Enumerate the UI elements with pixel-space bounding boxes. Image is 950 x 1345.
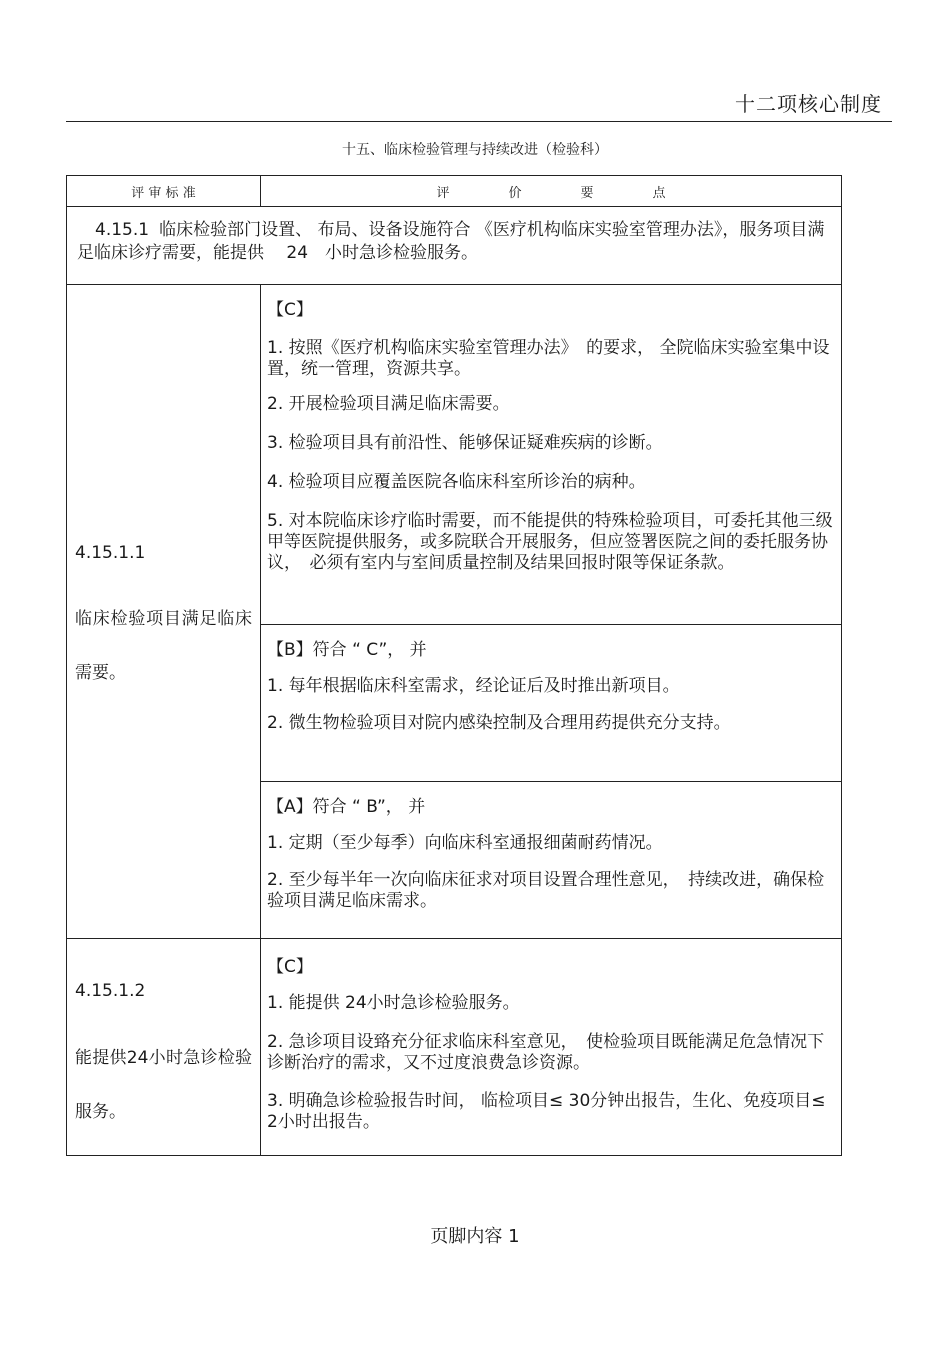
grade-label: 【C】 [267, 957, 313, 977]
list-item: 4. 检验项目应覆盖医院各临床科室所诊治的病种。 [267, 472, 646, 492]
column-header-char: 要 [580, 185, 594, 201]
standard-item-title: 能提供24小时急诊检验服务。 [75, 1048, 252, 1122]
column-header-standard: 评 审 标 准 [67, 176, 261, 206]
table-row [67, 939, 841, 1155]
list-item: 5. 对本院临床诊疗临时需要，而不能提供的特殊检验项目，可委托其他三级甲等医院提供服务，或多院联合开展服务，但应签署医院之间的委托服务协议， 必须有室内与室间质量控制及结果回报时限等保证条款。 [267, 511, 833, 573]
grade-c-block [261, 285, 841, 625]
standard-item-title: 临床检验项目满足临床需要。 [75, 609, 252, 683]
standard-cell [67, 939, 261, 1155]
column-header-char: 价 [508, 185, 522, 201]
evaluation-table [66, 175, 842, 1156]
document-header-title: 十二项核心制度 [735, 92, 882, 116]
section-title: 十五、临床检验管理与持续改进（检验科） [342, 142, 608, 158]
standard-intro-text [77, 219, 831, 284]
table-header-row [67, 176, 841, 207]
list-item: 1. 每年根据临床科室需求，经论证后及时推出新项目。 [267, 676, 680, 696]
standard-code: 4.15.1 [95, 220, 150, 240]
standard-cell [67, 285, 261, 938]
list-item: 2. 至少每半年一次向临床征求对项目设置合理性意见， 持续改进，确保检验项目满足临床需求。 [267, 870, 825, 911]
grade-a-block [261, 782, 841, 939]
grade-label: 【B】符合 “ C”， 并 [267, 640, 427, 660]
standard-item-code: 4.15.1.1 [75, 543, 146, 563]
table-row [67, 285, 841, 939]
standard-item-code: 4.15.1.2 [75, 981, 146, 1001]
list-item: 2. 急诊项目设臵充分征求临床科室意见， 使检验项目既能满足危急情况下诊断治疗的需求，又不过度浪费急诊资源。 [267, 1032, 825, 1073]
list-item: 1. 定期（至少每季）向临床科室通报细菌耐药情况。 [267, 833, 663, 853]
page-footer: 页脚内容 1 [430, 1226, 520, 1247]
standard-intro-row [67, 207, 841, 285]
list-item: 2. 微生物检验项目对院内感染控制及合理用药提供充分支持。 [267, 713, 731, 733]
column-header-char: 点 [652, 185, 666, 201]
header-divider [66, 121, 892, 122]
list-item: 3. 检验项目具有前沿性、能够保证疑难疾病的诊断。 [267, 433, 663, 453]
list-item: 1. 能提供 24小时急诊检验服务。 [267, 993, 520, 1013]
grade-label: 【A】符合 “ B”， 并 [267, 797, 426, 817]
grade-b-block [261, 625, 841, 782]
list-item: 1. 按照《医疗机构临床实验室管理办法》 的要求， 全院临床实验室集中设置，统一管理，资源共享。 [267, 338, 830, 379]
grade-c-block [261, 939, 841, 1155]
list-item: 2. 开展检验项目满足临床需要。 [267, 394, 510, 414]
list-item: 3. 明确急诊检验报告时间， 临检项目≤ 30分钟出报告，生化、免疫项目≤ 2小时出报告。 [267, 1091, 826, 1132]
column-header-points [261, 176, 841, 206]
column-header-char: 评 [436, 185, 450, 201]
grade-label: 【C】 [267, 300, 313, 320]
standard-description: 临床检验部门设置、 布局、设备设施符合 《医疗机构临床实验室管理办法》，服务项目满足临床诊疗需要，能提供 24 小时急诊检验服务。 [77, 220, 825, 263]
evaluation-cell [261, 285, 841, 938]
evaluation-cell [261, 939, 841, 1155]
